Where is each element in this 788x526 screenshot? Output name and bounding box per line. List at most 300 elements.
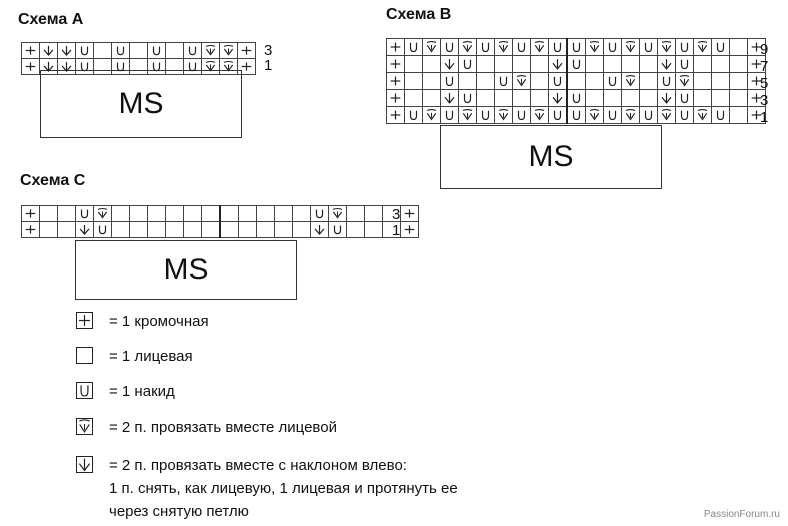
knit-stitch-icon <box>76 347 93 364</box>
stitch-cell <box>184 222 202 238</box>
stitch-cell <box>730 39 748 56</box>
yarn-over-icon <box>569 40 584 54</box>
stitch-cell <box>76 206 94 222</box>
chart-row <box>22 206 419 222</box>
stitch-cell <box>293 222 311 238</box>
ssk-icon <box>77 223 92 236</box>
stitch-cell <box>676 73 694 90</box>
stitch-cell <box>549 39 568 56</box>
k2tog-icon <box>496 108 511 122</box>
yarn-over-icon <box>605 40 620 54</box>
stitch-cell <box>423 39 441 56</box>
k2tog-icon <box>460 40 475 54</box>
stitch-cell <box>166 43 184 59</box>
stitch-cell <box>567 90 586 107</box>
stitch-cell <box>275 222 293 238</box>
stitch-cell <box>513 90 531 107</box>
edge-stitch-icon <box>402 223 417 236</box>
yarn-over-icon <box>330 223 345 236</box>
yarn-over-icon <box>460 57 475 71</box>
k2tog-icon <box>496 40 511 54</box>
stitch-cell <box>712 73 730 90</box>
stitch-cell <box>238 43 256 59</box>
yarn-over-icon <box>77 207 92 220</box>
stitch-cell <box>531 39 549 56</box>
chart-row <box>387 39 766 56</box>
stitch-cell <box>257 206 275 222</box>
stitch-cell <box>694 90 712 107</box>
ssk-icon <box>659 91 674 105</box>
stitch-cell <box>459 39 477 56</box>
stitch-cell <box>658 107 676 124</box>
k2tog-icon <box>587 108 602 122</box>
stitch-cell <box>604 39 622 56</box>
yarn-over-icon <box>677 108 692 122</box>
stitch-cell <box>586 90 604 107</box>
k2tog-icon <box>424 40 439 54</box>
k2tog-icon <box>695 108 710 122</box>
stitch-cell <box>387 73 405 90</box>
stitch-cell <box>640 39 658 56</box>
yarn-over-icon <box>677 91 692 105</box>
ssk-icon <box>76 456 93 473</box>
yarn-over-icon <box>113 44 128 57</box>
ssk-icon <box>59 60 74 73</box>
yarn-over-icon <box>149 44 164 57</box>
stitch-cell <box>239 206 257 222</box>
row-number: 3 <box>264 42 273 59</box>
stitch-cell <box>423 90 441 107</box>
k2tog-icon <box>695 40 710 54</box>
stitch-cell <box>495 39 513 56</box>
legend-text-ssk: = 2 п. провязать вместе с наклоном влево: <box>109 457 407 474</box>
k2tog-icon <box>95 207 110 220</box>
scheme-b-ms-label: MS <box>528 140 574 173</box>
stitch-cell <box>112 206 130 222</box>
row-number: 7 <box>760 58 769 75</box>
yarn-over-icon <box>677 40 692 54</box>
stitch-cell <box>423 107 441 124</box>
yarn-over-icon <box>569 108 584 122</box>
stitch-cell <box>495 73 513 90</box>
chart-row <box>22 59 256 75</box>
yarn-over-icon <box>406 108 421 122</box>
edge-stitch-icon <box>23 44 38 57</box>
k2tog-icon <box>677 74 692 88</box>
yarn-over-icon <box>95 223 110 236</box>
stitch-cell <box>622 73 640 90</box>
stitch-cell <box>676 56 694 73</box>
ssk-icon <box>442 57 457 71</box>
ssk-icon <box>550 91 565 105</box>
stitch-cell <box>604 90 622 107</box>
edge-stitch-icon <box>388 40 403 54</box>
stitch-cell <box>405 73 423 90</box>
chart-row <box>387 90 766 107</box>
yarn-over-icon <box>76 382 93 399</box>
stitch-cell <box>459 73 477 90</box>
yarn-over-icon <box>406 40 421 54</box>
yarn-over-icon <box>514 40 529 54</box>
stitch-cell <box>694 73 712 90</box>
k2tog-icon <box>203 44 218 57</box>
stitch-cell <box>622 39 640 56</box>
stitch-cell <box>549 107 568 124</box>
chart-row <box>387 73 766 90</box>
stitch-cell <box>423 56 441 73</box>
yarn-over-icon <box>550 74 565 88</box>
stitch-cell <box>730 56 748 73</box>
row-number: 3 <box>760 92 769 109</box>
stitch-cell <box>130 59 148 75</box>
ssk-icon <box>442 91 457 105</box>
stitch-cell <box>495 107 513 124</box>
stitch-cell <box>694 56 712 73</box>
stitch-cell <box>365 206 383 222</box>
ssk-icon <box>312 223 327 236</box>
k2tog-icon <box>659 40 674 54</box>
stitch-cell <box>220 59 238 75</box>
stitch-cell <box>365 222 383 238</box>
stitch-cell <box>694 107 712 124</box>
stitch-cell <box>712 56 730 73</box>
stitch-cell <box>275 206 293 222</box>
legend-text-yarn-over: = 1 накид <box>109 383 175 400</box>
edge-stitch-icon <box>388 91 403 105</box>
stitch-cell <box>58 59 76 75</box>
stitch-cell <box>513 56 531 73</box>
stitch-cell <box>513 107 531 124</box>
stitch-cell <box>405 39 423 56</box>
stitch-cell <box>202 206 221 222</box>
yarn-over-icon <box>641 108 656 122</box>
yarn-over-icon <box>569 91 584 105</box>
chart-row <box>387 107 766 124</box>
yarn-over-icon <box>550 108 565 122</box>
ssk-icon <box>59 44 74 57</box>
stitch-cell <box>94 59 112 75</box>
stitch-cell <box>94 206 112 222</box>
stitch-cell <box>347 206 365 222</box>
stitch-cell <box>76 59 94 75</box>
stitch-cell <box>549 73 568 90</box>
stitch-cell <box>604 107 622 124</box>
scheme-c-ms-label: MS <box>163 253 209 286</box>
edge-stitch-icon <box>388 108 403 122</box>
stitch-cell <box>676 107 694 124</box>
edge-stitch-icon <box>402 207 417 220</box>
k2tog-icon <box>76 418 93 435</box>
stitch-cell <box>405 56 423 73</box>
yarn-over-icon <box>569 57 584 71</box>
edge-stitch-icon <box>388 57 403 71</box>
stitch-cell <box>586 56 604 73</box>
stitch-cell <box>387 90 405 107</box>
stitch-cell <box>441 73 459 90</box>
scheme-b-ms-box <box>440 125 662 189</box>
stitch-cell <box>531 56 549 73</box>
stitch-cell <box>22 43 40 59</box>
stitch-cell <box>459 107 477 124</box>
legend-text-edge: = 1 кромочная <box>109 313 209 330</box>
chart-row <box>22 43 256 59</box>
stitch-cell <box>495 56 513 73</box>
stitch-cell <box>387 56 405 73</box>
stitch-cell <box>40 222 58 238</box>
yarn-over-icon <box>478 108 493 122</box>
edge-stitch-icon <box>388 74 403 88</box>
scheme-c-ms-box <box>75 240 297 300</box>
stitch-cell <box>22 222 40 238</box>
knit-stitch-icon <box>76 347 93 364</box>
stitch-cell <box>477 107 495 124</box>
yarn-over-icon <box>442 74 457 88</box>
stitch-cell <box>459 56 477 73</box>
yarn-over-icon <box>76 382 93 399</box>
stitch-cell <box>622 56 640 73</box>
row-number: 3 <box>392 206 401 223</box>
stitch-cell <box>604 56 622 73</box>
stitch-cell <box>166 59 184 75</box>
stitch-cell <box>329 222 347 238</box>
edge-stitch-icon <box>239 44 254 57</box>
stitch-cell <box>202 59 220 75</box>
stitch-cell <box>622 107 640 124</box>
stitch-cell <box>311 222 329 238</box>
stitch-cell <box>531 73 549 90</box>
k2tog-icon <box>532 40 547 54</box>
stitch-cell <box>184 206 202 222</box>
legend-text-knit: = 1 лицевая <box>109 348 193 365</box>
stitch-cell <box>477 56 495 73</box>
stitch-cell <box>640 107 658 124</box>
stitch-cell <box>640 73 658 90</box>
row-number: 1 <box>760 109 769 126</box>
yarn-over-icon <box>149 60 164 73</box>
yarn-over-icon <box>77 44 92 57</box>
k2tog-icon <box>659 108 674 122</box>
yarn-over-icon <box>442 108 457 122</box>
stitch-cell <box>567 39 586 56</box>
stitch-cell <box>640 90 658 107</box>
yarn-over-icon <box>550 40 565 54</box>
stitch-cell <box>202 222 221 238</box>
stitch-cell <box>94 43 112 59</box>
yarn-over-icon <box>185 60 200 73</box>
stitch-cell <box>658 90 676 107</box>
stitch-cell <box>586 39 604 56</box>
stitch-cell <box>387 39 405 56</box>
stitch-cell <box>730 73 748 90</box>
scheme-a-chart <box>21 42 256 75</box>
stitch-cell <box>76 222 94 238</box>
stitch-cell <box>531 107 549 124</box>
stitch-cell <box>166 222 184 238</box>
stitch-cell <box>441 56 459 73</box>
stitch-cell <box>329 206 347 222</box>
edge-stitch-icon <box>76 312 93 329</box>
stitch-cell <box>477 39 495 56</box>
stitch-cell <box>130 206 148 222</box>
edge-stitch-icon <box>76 312 93 329</box>
stitch-cell <box>730 107 748 124</box>
k2tog-icon <box>514 74 529 88</box>
k2tog-icon <box>532 108 547 122</box>
ssk-icon <box>76 456 93 473</box>
scheme-a-ms-box <box>40 70 242 138</box>
legend-text-ssk-line-2: 1 п. снять, как лицевую, 1 лицевая и протянуть ее <box>109 480 458 497</box>
stitch-cell <box>531 90 549 107</box>
yarn-over-icon <box>713 40 728 54</box>
yarn-over-icon <box>185 44 200 57</box>
stitch-cell <box>658 56 676 73</box>
ssk-icon <box>550 57 565 71</box>
stitch-cell <box>130 222 148 238</box>
stitch-cell <box>441 39 459 56</box>
stitch-cell <box>604 73 622 90</box>
yarn-over-icon <box>605 74 620 88</box>
edge-stitch-icon <box>239 60 254 73</box>
stitch-cell <box>58 222 76 238</box>
stitch-cell <box>441 90 459 107</box>
stitch-cell <box>22 206 40 222</box>
k2tog-icon <box>203 60 218 73</box>
stitch-cell <box>513 39 531 56</box>
scheme-b-chart <box>386 38 769 126</box>
stitch-cell <box>676 90 694 107</box>
scheme-a-title: Схема А <box>18 11 84 28</box>
stitch-cell <box>112 222 130 238</box>
yarn-over-icon <box>442 40 457 54</box>
stitch-cell <box>40 43 58 59</box>
row-number: 1 <box>264 57 273 74</box>
stitch-cell <box>586 107 604 124</box>
ssk-icon <box>41 44 56 57</box>
stitch-cell <box>622 90 640 107</box>
yarn-over-icon <box>659 74 674 88</box>
k2tog-icon <box>587 40 602 54</box>
stitch-cell <box>22 59 40 75</box>
stitch-cell <box>257 222 275 238</box>
scheme-a-ms-label: MS <box>118 87 164 120</box>
stitch-cell <box>220 206 239 222</box>
stitch-cell <box>586 73 604 90</box>
row-number: 1 <box>392 222 401 239</box>
stitch-cell <box>495 90 513 107</box>
stitch-cell <box>405 107 423 124</box>
stitch-cell <box>202 43 220 59</box>
edge-stitch-icon <box>23 223 38 236</box>
edge-stitch-icon <box>23 60 38 73</box>
stitch-cell <box>130 43 148 59</box>
stitch-cell <box>40 59 58 75</box>
chart-row <box>22 222 419 238</box>
stitch-cell <box>148 59 166 75</box>
stitch-cell <box>166 206 184 222</box>
stitch-cell <box>238 59 256 75</box>
stitch-cell <box>658 73 676 90</box>
yarn-over-icon <box>460 91 475 105</box>
yarn-over-icon <box>677 57 692 71</box>
stitch-cell <box>549 56 568 73</box>
k2tog-icon <box>460 108 475 122</box>
legend-text-ssk-line-3: через снятую петлю <box>109 503 249 520</box>
yarn-over-icon <box>514 108 529 122</box>
stitch-cell <box>477 90 495 107</box>
stitch-cell <box>293 206 311 222</box>
scheme-b-title: Схема В <box>386 6 452 23</box>
stitch-cell <box>730 90 748 107</box>
yarn-over-icon <box>641 40 656 54</box>
stitch-cell <box>347 222 365 238</box>
scheme-c-title: Схема С <box>20 172 86 189</box>
yarn-over-icon <box>605 108 620 122</box>
stitch-cell <box>423 73 441 90</box>
stitch-cell <box>148 206 166 222</box>
stitch-cell <box>712 39 730 56</box>
scheme-c-chart <box>21 205 419 238</box>
edge-stitch-icon <box>23 207 38 220</box>
k2tog-icon <box>623 74 638 88</box>
k2tog-icon <box>424 108 439 122</box>
stitch-cell <box>401 206 419 222</box>
chart-row <box>387 56 766 73</box>
k2tog-icon <box>221 60 236 73</box>
stitch-cell <box>220 43 238 59</box>
k2tog-icon <box>76 418 93 435</box>
stitch-cell <box>549 90 568 107</box>
k2tog-icon <box>330 207 345 220</box>
stitch-cell <box>676 39 694 56</box>
legend-text-k2tog: = 2 п. провязать вместе лицевой <box>109 419 337 436</box>
stitch-cell <box>148 222 166 238</box>
stitch-cell <box>658 39 676 56</box>
stitch-cell <box>401 222 419 238</box>
stitch-cell <box>477 73 495 90</box>
stitch-cell <box>58 206 76 222</box>
yarn-over-icon <box>312 207 327 220</box>
k2tog-icon <box>221 44 236 57</box>
stitch-cell <box>712 90 730 107</box>
stitch-cell <box>239 222 257 238</box>
stitch-cell <box>112 59 130 75</box>
row-number: 5 <box>760 75 769 92</box>
stitch-cell <box>311 206 329 222</box>
row-number: 9 <box>760 41 769 58</box>
k2tog-icon <box>623 108 638 122</box>
yarn-over-icon <box>113 60 128 73</box>
stitch-cell <box>694 39 712 56</box>
stitch-cell <box>567 56 586 73</box>
stitch-cell <box>94 222 112 238</box>
stitch-cell <box>112 43 130 59</box>
stitch-cell <box>567 107 586 124</box>
stitch-cell <box>387 107 405 124</box>
stitch-cell <box>712 107 730 124</box>
stitch-cell <box>640 56 658 73</box>
stitch-cell <box>184 43 202 59</box>
stitch-cell <box>459 90 477 107</box>
stitch-cell <box>40 206 58 222</box>
stitch-cell <box>76 43 94 59</box>
yarn-over-icon <box>713 108 728 122</box>
stitch-cell <box>184 59 202 75</box>
stitch-cell <box>405 90 423 107</box>
stitch-cell <box>441 107 459 124</box>
ssk-icon <box>41 60 56 73</box>
k2tog-icon <box>623 40 638 54</box>
yarn-over-icon <box>77 60 92 73</box>
